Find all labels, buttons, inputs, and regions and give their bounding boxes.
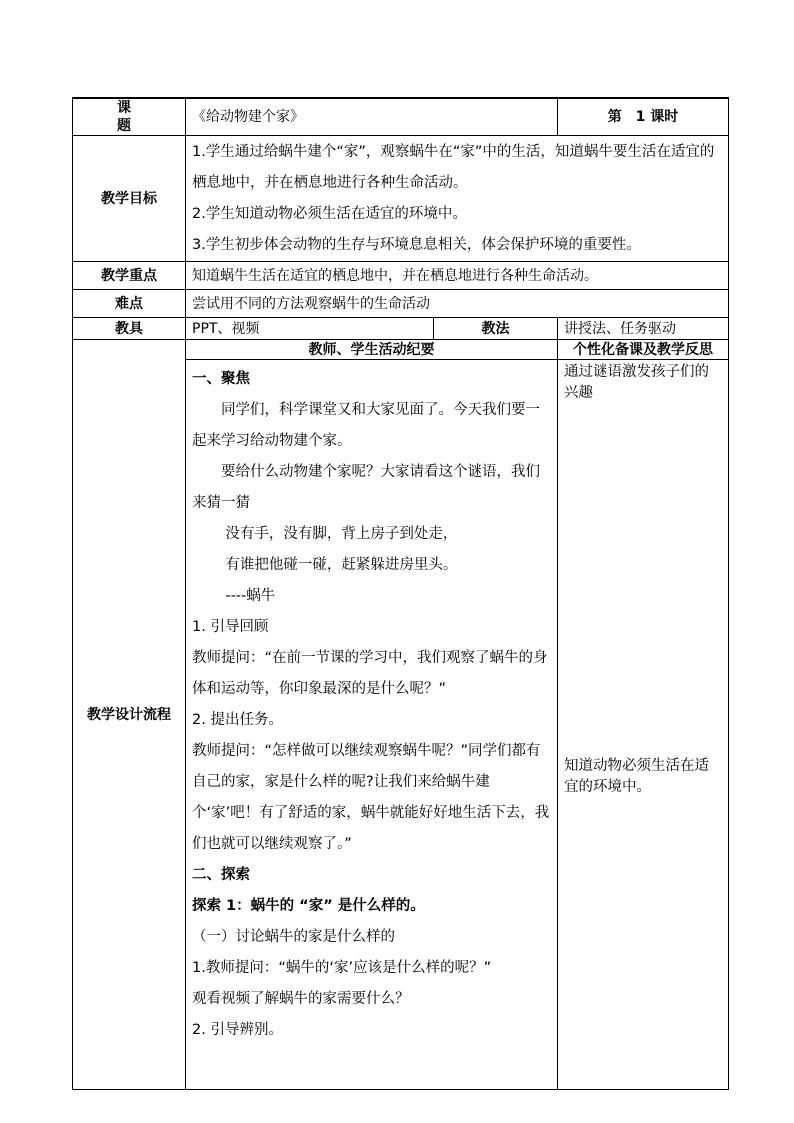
flow-header-row: [73, 340, 729, 360]
difficulty-value: 尝试用不同的方法观察蜗牛的生命活动: [186, 290, 729, 318]
lesson-number: 第 1 课时: [558, 98, 729, 136]
tools-row: [73, 318, 729, 340]
reflection-notes: [558, 360, 729, 1090]
riddle-line: 有谁把他碰一碰，赶紧躲进房里头。: [225, 557, 458, 573]
note-item: 通过谜语激发孩子们的兴趣: [564, 364, 709, 401]
paragraph: 同学们，科学课堂又和大家见面了。今天我们要一起来学习给动物建个家。: [192, 402, 540, 449]
goals-row: [73, 136, 729, 262]
paragraph: 教师提问：“怎样做可以继续观察蜗牛呢？”同学们都有自己的家，家是什么样的呢?让我们来给蜗牛建个‘家’吧！有了舒适的家，蜗牛就能好好地生活下去，我们也就可以继续观察了。”: [192, 743, 550, 852]
goal-item: 3.学生初步体会动物的生存与环境息息相关，体会保护环境的重要性。: [192, 236, 641, 253]
note-item: 知道动物必须生活在适宜的环境中。: [564, 758, 709, 795]
step-heading: 1. 引导回顾: [192, 619, 269, 635]
key-points-row: [73, 262, 729, 290]
paragraph: （一）讨论蜗牛的家是什么样的: [192, 929, 395, 945]
section-heading: 一、聚焦: [192, 371, 250, 387]
key-points-label: 教学重点: [73, 262, 186, 290]
method-value: 讲授法、任务驱动: [558, 318, 729, 340]
riddle-line: 没有手，没有脚，背上房子到处走，: [225, 526, 458, 542]
paragraph: 1.教师提问：“蜗牛的‘家’应该是什么样的呢？”: [192, 960, 492, 976]
section-heading: 二、探索: [192, 867, 250, 883]
topic-label: 课 题: [73, 98, 186, 136]
notes-column-header: 个性化备课及教学反思: [558, 340, 729, 360]
goal-item: 2.学生知道动物必须生活在适宜的环境中。: [192, 205, 467, 222]
activity-column-header: 教师、学生活动纪要: [186, 340, 558, 360]
paragraph: 要给什么动物建个家呢？大家请看这个谜语，我们来猜一猜: [192, 464, 540, 511]
step-heading: 2. 提出任务。: [192, 712, 283, 728]
goals-label: 教学目标: [73, 136, 186, 262]
paragraph: 观看视频了解蜗牛的家需要什么？: [192, 991, 410, 1007]
key-points-value: 知道蜗牛生活在适宜的栖息地中，并在栖息地进行各种生命活动。: [186, 262, 729, 290]
subsection-heading: 探索 1：蜗牛的 “家” 是什么样的。: [192, 898, 425, 914]
tools-label: 教具: [73, 318, 186, 340]
topic-value: 《给动物建个家》: [186, 98, 558, 136]
difficulty-label: 难点: [73, 290, 186, 318]
tools-value: PPT、视频: [186, 318, 434, 340]
difficulty-row: [73, 290, 729, 318]
topic-row: [73, 98, 729, 136]
flow-label: 教学设计流程: [73, 340, 186, 1090]
method-label: 教法: [434, 318, 558, 340]
activity-content: [186, 360, 558, 1090]
step-heading: 2. 引导辨别。: [192, 1022, 283, 1038]
goals-content: [186, 136, 729, 262]
goal-item: 1.学生通过给蜗牛建个“家”，观察蜗牛在“家”中的生活，知道蜗牛要生活在适宜的栖息地中，并在栖息地进行各种生命活动。: [192, 143, 715, 191]
paragraph: 教师提问：“在前一节课的学习中，我们观察了蜗牛的身体和运动等，你印象最深的是什么呢？”: [192, 650, 548, 697]
riddle-answer: ----蜗牛: [225, 588, 276, 604]
lesson-plan-table: [72, 97, 729, 1090]
